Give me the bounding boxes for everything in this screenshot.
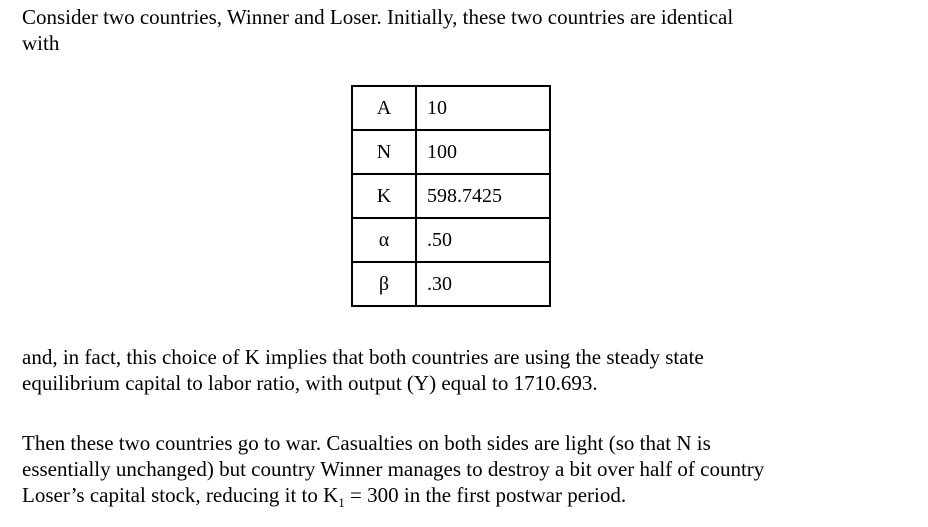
intro-paragraph [22, 4, 733, 56]
middle-line-1: and, in fact, this choice of K implies that both countries are using the steady state [22, 345, 704, 369]
value-cell: .50 [416, 218, 550, 262]
middle-line-2: equilibrium capital to labor ratio, with output (Y) equal to 1710.693. [22, 371, 598, 395]
intro-line-2: with [22, 31, 60, 55]
parameter-table [351, 85, 551, 307]
table-row [352, 174, 550, 218]
symbol-cell: N [352, 130, 416, 174]
capital-subscript: 1 [338, 495, 345, 511]
final-line-3-start: Loser’s capital stock, reducing it to K [22, 483, 339, 507]
steady-state-paragraph [22, 344, 704, 396]
table-row [352, 86, 550, 130]
value-cell: 100 [416, 130, 550, 174]
symbol-cell: A [352, 86, 416, 130]
symbol-cell: K [352, 174, 416, 218]
table-row [352, 218, 550, 262]
symbol-cell: α [352, 218, 416, 262]
intro-line-1: Consider two countries, Winner and Loser. Initially, these two countries are identical [22, 5, 734, 29]
final-line-1: Then these two countries go to war. Casualties on both sides are light (so that N is [22, 431, 711, 455]
final-line-3 [22, 483, 627, 511]
table-row [352, 130, 550, 174]
table-row [352, 262, 550, 306]
final-line-3-end: = 300 in the first postwar period. [344, 483, 627, 507]
value-cell: .30 [416, 262, 550, 306]
war-paragraph [22, 430, 764, 516]
symbol-cell: β [352, 262, 416, 306]
value-cell: 598.7425 [416, 174, 550, 218]
final-line-2: essentially unchanged) but country Winner manages to destroy a bit over half of country [22, 457, 765, 481]
value-cell: 10 [416, 86, 550, 130]
